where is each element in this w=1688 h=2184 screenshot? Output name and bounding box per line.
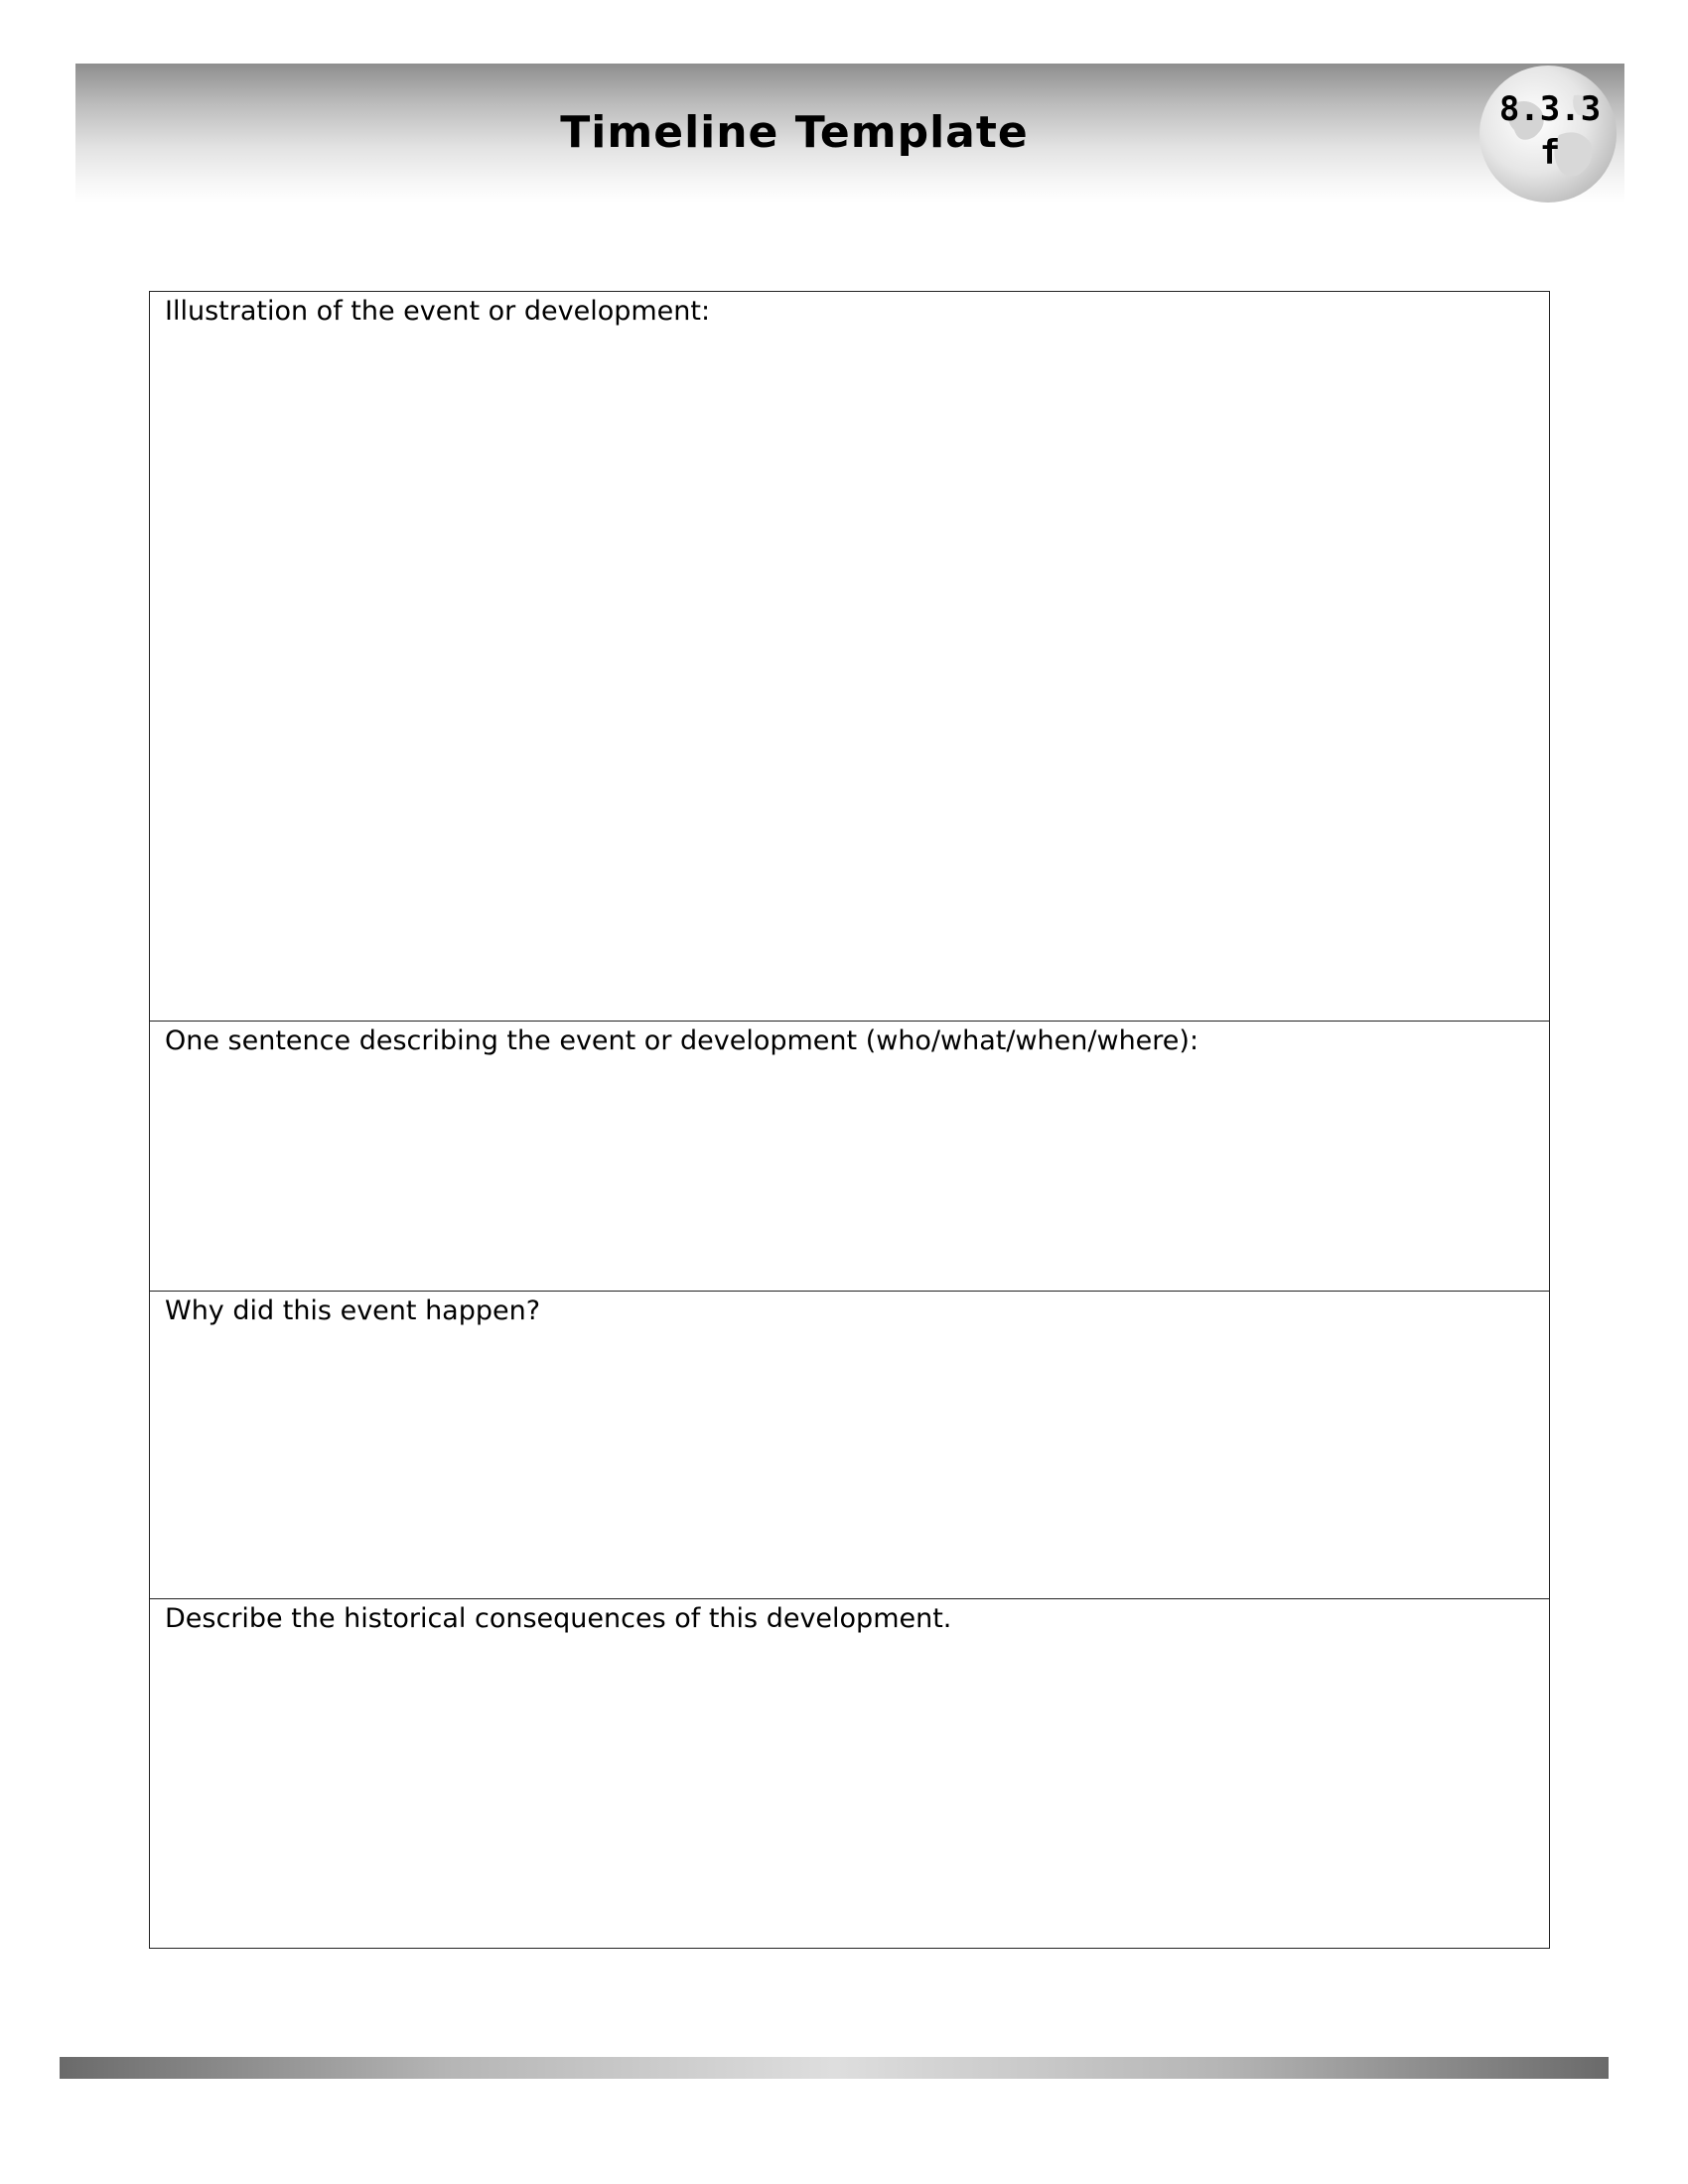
lesson-code-line-1: 8.3.3 <box>1498 89 1602 129</box>
description-section[interactable] <box>150 1022 1549 1292</box>
lesson-code-line-2: f <box>1539 133 1561 173</box>
consequences-label: Describe the historical consequences of this development. <box>165 1603 952 1634</box>
illustration-section[interactable] <box>150 292 1549 1022</box>
cause-label: Why did this event happen? <box>165 1296 541 1326</box>
consequences-section[interactable] <box>150 1599 1549 1947</box>
footer-bar <box>60 2057 1609 2079</box>
timeline-form <box>149 291 1550 1949</box>
illustration-label: Illustration of the event or development: <box>165 296 711 327</box>
cause-section[interactable] <box>150 1292 1549 1599</box>
description-label: One sentence describing the event or development (who/what/when/where): <box>165 1025 1199 1056</box>
lesson-code <box>1476 87 1624 175</box>
page-title: Timeline Template <box>560 107 1029 158</box>
